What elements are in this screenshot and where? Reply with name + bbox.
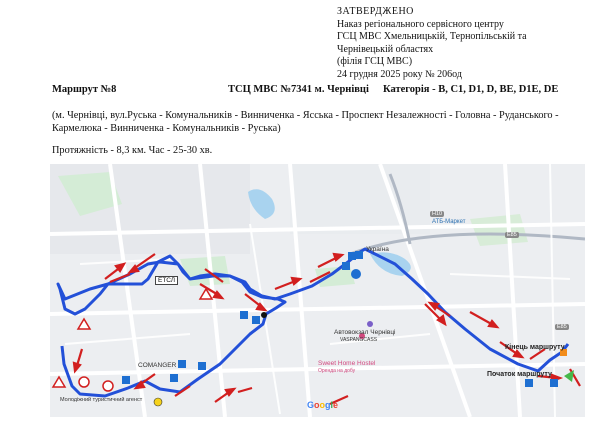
approval-line: ГСЦ МВС Хмельницькій, Тернопільській та [337,31,527,42]
crosswalk-sign-icon [348,252,356,260]
map-label-etsl: ЕТСЛ [155,276,178,285]
traffic-light-icon [261,312,267,318]
map-label-autovokzal: Автовокзал Чернівці [334,329,396,336]
crosswalk-sign-icon [178,360,186,368]
route-end-label: Кінець маршруту [505,344,565,351]
map-label-autovokzal-sub: VASPANGCASS [340,337,378,343]
map-label-tourist-agency: Молодіжний туристичний агенст [60,397,143,403]
map-label-sweet-home-sub: Оренда на добу [318,368,356,374]
crosswalk-sign-icon [342,262,350,270]
approval-line: (філія ГСЦ МВС) [337,56,413,67]
road-number-label: E85 [557,324,567,330]
approval-line: Наказ регіонального сервісного центру [337,18,504,30]
route-name: Маршрут №8 [52,84,117,95]
crosswalk-sign-icon [550,379,558,387]
route-length: Протяжність - 8,3 км. Час - 25-30 хв. [52,145,213,156]
route-description: (м. Чернівці, вул.Руська - Комунальників - Винниченка - Ясська - Проспект Незалежності - Головна - Руданського - Кармелюка - Винниченка - Комунальників - Руська) [52,110,559,134]
approval-head: ЗАТВЕРДЖЕНО [337,6,414,17]
direction-sign-icon [351,269,361,279]
route-map[interactable] [50,164,585,417]
crosswalk-sign-icon [355,251,363,259]
google-logo: Google [307,400,339,410]
crosswalk-sign-icon [170,374,178,382]
crosswalk-sign-icon [198,362,206,370]
map-label-atb: АТБ-Маркет [432,219,466,225]
crosswalk-sign-icon [525,379,533,387]
crosswalk-sign-icon [122,376,130,384]
service-center: ТСЦ МВС №7341 м. Чернівці [228,84,369,95]
approval-date: 24 грудня 2025 року № 206од [337,68,462,80]
prohibition-sign-icon [79,377,89,387]
crosswalk-sign-icon [252,316,260,324]
park-area [470,214,528,246]
category: Категорія - B, C1, D1, D, BE, D1E, DE [383,84,559,95]
map-canvas [50,164,585,417]
approval-block [337,6,595,81]
bus-stop-icon [154,398,162,406]
prohibition-sign-icon [103,381,113,391]
station-pin-icon [367,321,373,327]
road-number-label: E85 [507,232,517,238]
map-label-ukraina: Україна [366,246,389,253]
map-label-sweet-home: Sweet Home Hostel [318,360,376,367]
road-number-label: H10 [432,211,443,217]
map-label-comanger: COMANGER [138,362,177,369]
approval-line: Чернівецькій областях [337,43,434,55]
route-start-label: Початок маршруту [487,371,552,378]
crosswalk-sign-icon [240,311,248,319]
